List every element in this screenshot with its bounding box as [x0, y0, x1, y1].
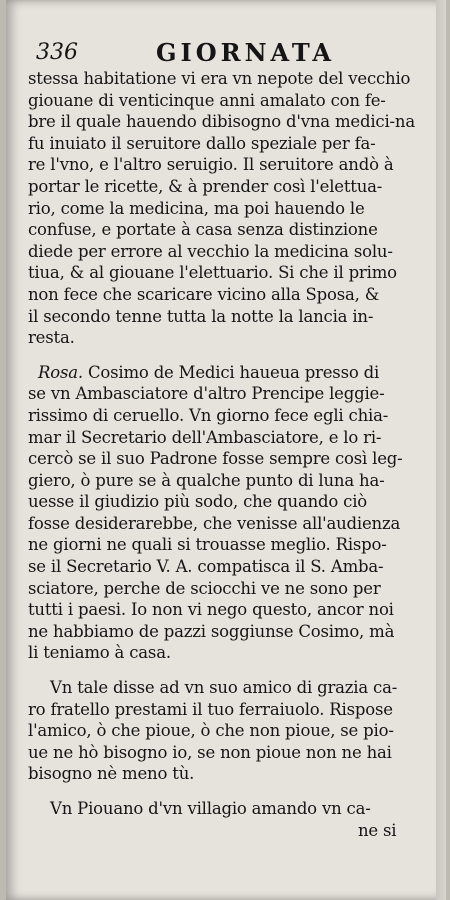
text-line: Vn Piouano d'vn villagio amando vn ca-: [50, 799, 371, 818]
text-line: diede per errore al vecchio la medicina solu-: [28, 241, 393, 261]
paragraph-4: [28, 798, 428, 841]
text-line: ro fratello prestami il tuo ferraiuolo. Rispose: [28, 699, 393, 719]
text-line: ue ne hò bisogno io, se non pioue non ne hai: [28, 742, 392, 762]
page-number: 336: [36, 40, 78, 65]
text-line: fu inuiato il seruitore dallo speziale per fa-: [28, 133, 376, 153]
text-line: tutti i paesi. Io non vi nego questo, ancor noi: [28, 600, 394, 620]
page-edge: [436, 0, 446, 900]
text-line: non fece che scaricare vicino alla Sposa, &: [28, 284, 380, 304]
running-head: GIORNATA: [156, 38, 335, 67]
page-header: [30, 38, 416, 66]
paragraph-2: [28, 362, 428, 664]
text-line: resta.: [28, 328, 75, 348]
text-line: sciatore, perche de sciocchi ve ne sono per: [28, 578, 381, 598]
text-line: confuse, e portate à casa senza distinzione: [28, 220, 378, 240]
text-line: rio, come la medicina, ma poi hauendo le: [28, 198, 365, 218]
text-line: Cosimo de Medici haueua presso di: [87, 362, 380, 382]
speaker-name: Rosa.: [38, 362, 83, 382]
text-line: bre il quale hauendo dibisogno d'vna medici-na: [28, 112, 415, 132]
text-line: ne si: [358, 820, 397, 840]
text-line: il secondo tenne tutta la notte la lancia in-: [28, 306, 374, 326]
text-line: ne giorni ne quali si trouasse meglio. Rispo-: [28, 535, 387, 555]
text-line: giouane di venticinque anni amalato con fe-: [28, 90, 386, 110]
text-line: mar il Secretario dell'Ambasciatore, e lo ri-: [28, 427, 382, 447]
paragraph-3: [28, 677, 428, 785]
text-line: stessa habitatione vi era vn nepote del vecchio: [28, 69, 411, 88]
text-line: tiua, & al giouane l'elettuario. Si che il primo: [28, 263, 397, 283]
paragraph-1: [28, 68, 428, 349]
text-line-first: [28, 362, 428, 384]
text-line: bisogno nè meno tù.: [28, 764, 195, 784]
text-line: li teniamo à casa.: [28, 643, 171, 663]
text-line: portar le ricette, & à prender così l'elettua-: [28, 176, 383, 196]
text-line: se vn Ambasciatore d'altro Prencipe leggie-: [28, 384, 385, 404]
text-line: l'amico, ò che pioue, ò che non pioue, se pio-: [28, 721, 394, 741]
text-line: fosse desiderarebbe, che venisse all'audienza: [28, 513, 401, 533]
text-line: ne habbiamo de pazzi soggiunse Cosimo, mà: [28, 621, 395, 641]
text-line: se il Secretario V. A. compatisca il S. Amba-: [28, 557, 384, 577]
text-line: Vn tale disse ad vn suo amico di grazia ca-: [50, 678, 398, 698]
book-page: [6, 0, 446, 900]
text-line: re l'vno, e l'altro seruigio. Il seruitore andò à: [28, 155, 394, 175]
text-line: rissimo di ceruello. Vn giorno fece egli chia-: [28, 405, 389, 425]
text-line: uesse il giudizio più sodo, che quando ciò: [28, 492, 368, 512]
text-line: giero, ò pure se à qualche punto di luna ha-: [28, 470, 385, 490]
page-body: [28, 68, 428, 841]
text-line: cercò se il suo Padrone fosse sempre così leg-: [28, 449, 403, 469]
